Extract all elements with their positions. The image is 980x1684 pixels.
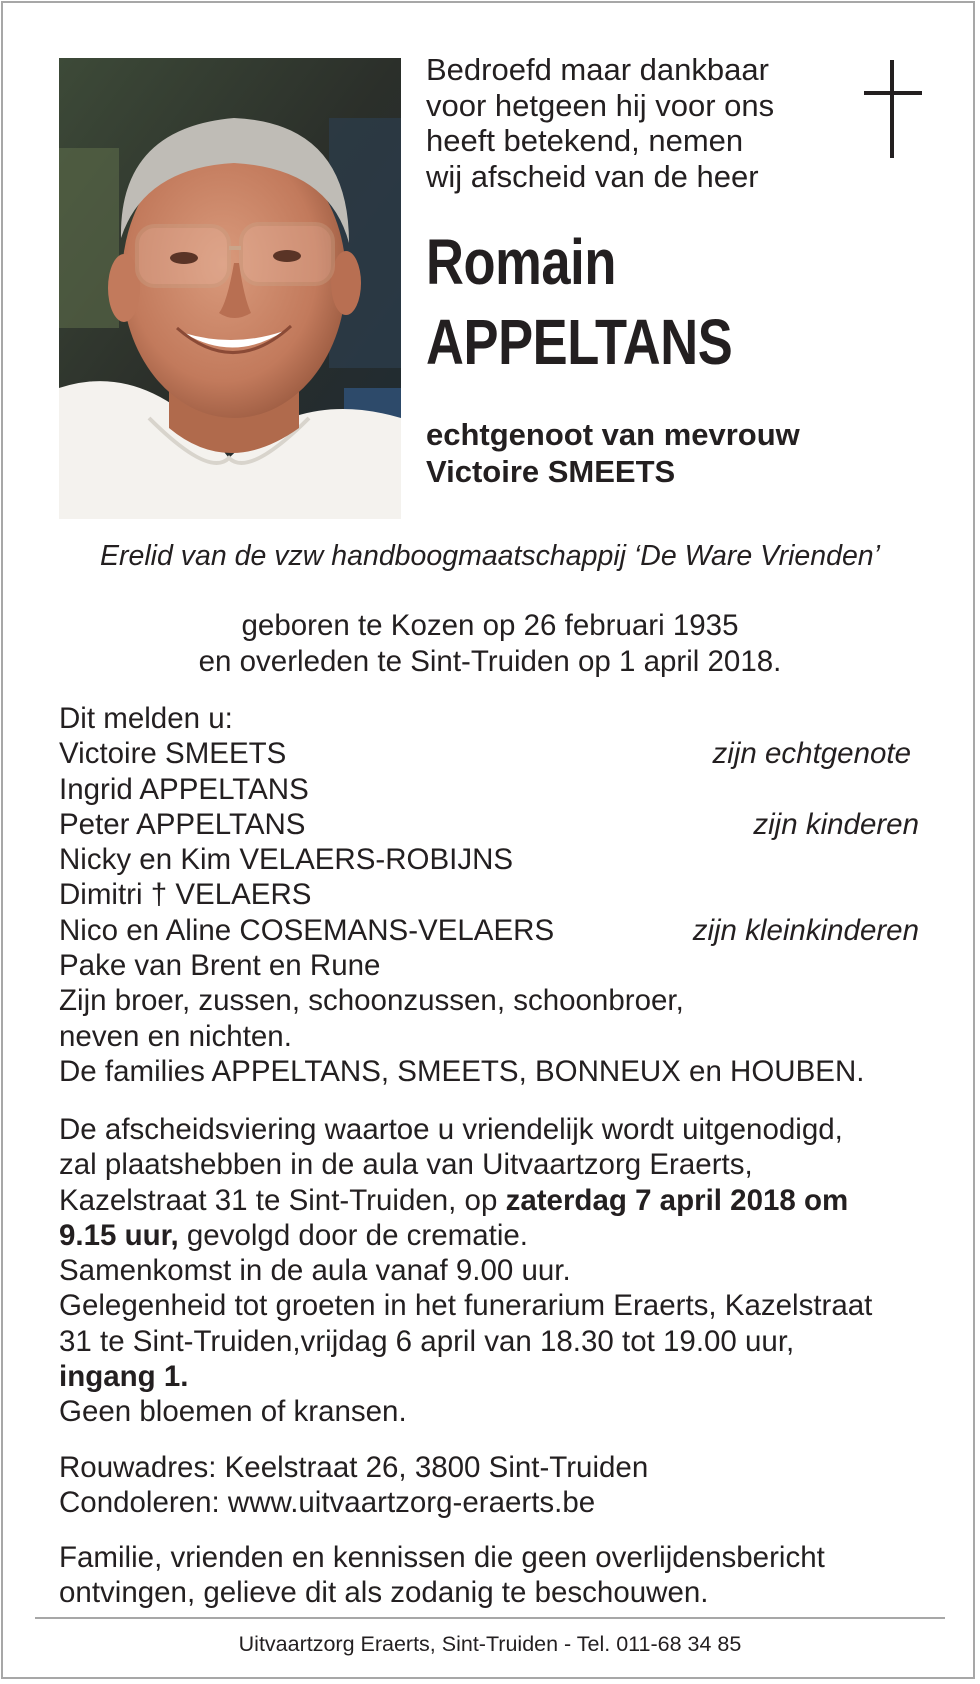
mourner-name: De families APPELTANS, SMEETS, BONNEUX en HOUBEN. — [59, 1054, 865, 1088]
ceremony-line — [59, 1183, 939, 1218]
list-item — [59, 1054, 919, 1089]
mourner-name: Nicky en Kim VELAERS-ROBIJNS — [59, 843, 514, 877]
intro-line: voor hetgeen hij voor ons — [426, 87, 775, 123]
mourner-name: Pake van Brent en Rune — [59, 949, 381, 983]
ceremony-date: zaterdag 7 april 2018 om — [505, 1183, 849, 1217]
footer-text: Uitvaartzorg Eraerts, Sint-Truiden - Tel. 011-68 34 85 — [238, 1632, 742, 1656]
portrait-photo — [59, 58, 401, 519]
spouse-line: echtgenoot van mevrouw — [426, 417, 800, 452]
entrance-label: ingang 1. — [59, 1360, 189, 1394]
ceremony-info — [59, 1112, 939, 1430]
ceremony-line: Samenkomst in de aula vanaf 9.00 uur. — [59, 1254, 571, 1288]
list-item — [59, 736, 919, 771]
ceremony-line: 31 te Sint-Truiden,vrijdag 6 april van 18.30 tot 19.00 uur, — [59, 1324, 795, 1358]
last-name: APPELTANS — [426, 306, 733, 378]
list-item — [59, 842, 919, 877]
notice-text — [59, 1540, 939, 1611]
ceremony-line — [59, 1359, 939, 1394]
list-item — [59, 983, 919, 1018]
relation-label: zijn echtgenote — [712, 737, 911, 771]
condolence-link[interactable]: Condoleren: www.uitvaartzorg-eraerts.be — [59, 1486, 596, 1520]
ceremony-line: Geen bloemen of kransen. — [59, 1395, 407, 1429]
mourners-list — [59, 701, 919, 1089]
mourner-name: Peter APPELTANS — [59, 807, 306, 841]
ceremony-text: Kazelstraat 31 te Sint-Truiden, op — [59, 1183, 506, 1217]
list-item — [59, 913, 919, 948]
ceremony-line: Gelegenheid tot groeten in het funerarium Eraerts, Kazelstraat — [59, 1289, 873, 1323]
spouse-name: Victoire SMEETS — [426, 454, 676, 489]
footer-divider — [35, 1617, 945, 1619]
ceremony-text: gevolgd door de crematie. — [178, 1218, 528, 1252]
relation-label: zijn kleinkinderen — [692, 913, 919, 947]
relation-label: zijn kinderen — [753, 807, 919, 841]
intro-line: Bedroefd maar dankbaar — [426, 52, 769, 87]
ceremony-time: 9.15 uur, — [59, 1218, 179, 1252]
death-line: en overleden te Sint-Truiden op 1 april 2018. — [198, 644, 782, 678]
list-item — [59, 1019, 919, 1054]
notice-line: ontvingen, gelieve dit als zodanig te beschouwen. — [59, 1576, 709, 1610]
first-name: Romain — [426, 226, 616, 298]
mourner-name: Ingrid APPELTANS — [59, 772, 309, 806]
spouse-info — [426, 416, 800, 490]
heading-text: Dit melden u: — [59, 702, 233, 735]
intro-line: heeft betekend, nemen — [426, 123, 744, 158]
mourner-name: neven en nichten. — [59, 1019, 292, 1053]
birth-death-info — [0, 608, 980, 679]
ceremony-line: De afscheidsviering waartoe u vriendelijk wordt uitgenodigd, — [59, 1113, 843, 1146]
intro-text — [426, 52, 826, 194]
deceased-name — [426, 222, 732, 382]
intro-line: wij afscheid van de heer — [426, 158, 759, 194]
ceremony-line: zal plaatshebben in de aula van Uitvaartzorg Eraerts, — [59, 1148, 753, 1182]
list-item — [59, 948, 919, 983]
notice-line: Familie, vrienden en kennissen die geen overlijdensbericht — [59, 1541, 825, 1574]
cross-icon — [864, 60, 922, 158]
list-item — [59, 807, 919, 842]
mourning-address: Rouwadres: Keelstraat 26, 3800 Sint-Truiden — [59, 1451, 649, 1484]
mourner-name: Victoire SMEETS — [59, 737, 287, 771]
list-item — [59, 772, 919, 807]
list-item — [59, 877, 919, 912]
mourner-name: Dimitri † VELAERS — [59, 878, 312, 912]
ceremony-line — [59, 1218, 939, 1253]
honor-line: Erelid van de vzw handboogmaatschappij ‘De Ware Vrienden’ — [100, 540, 880, 572]
address-info — [59, 1450, 939, 1521]
birth-line: geboren te Kozen op 26 februari 1935 — [241, 609, 739, 642]
mourner-name: Zijn broer, zussen, schoonzussen, schoonbroer, — [59, 984, 684, 1018]
mourners-heading — [59, 701, 919, 736]
mourner-name: Nico en Aline COSEMANS-VELAERS — [59, 913, 555, 947]
